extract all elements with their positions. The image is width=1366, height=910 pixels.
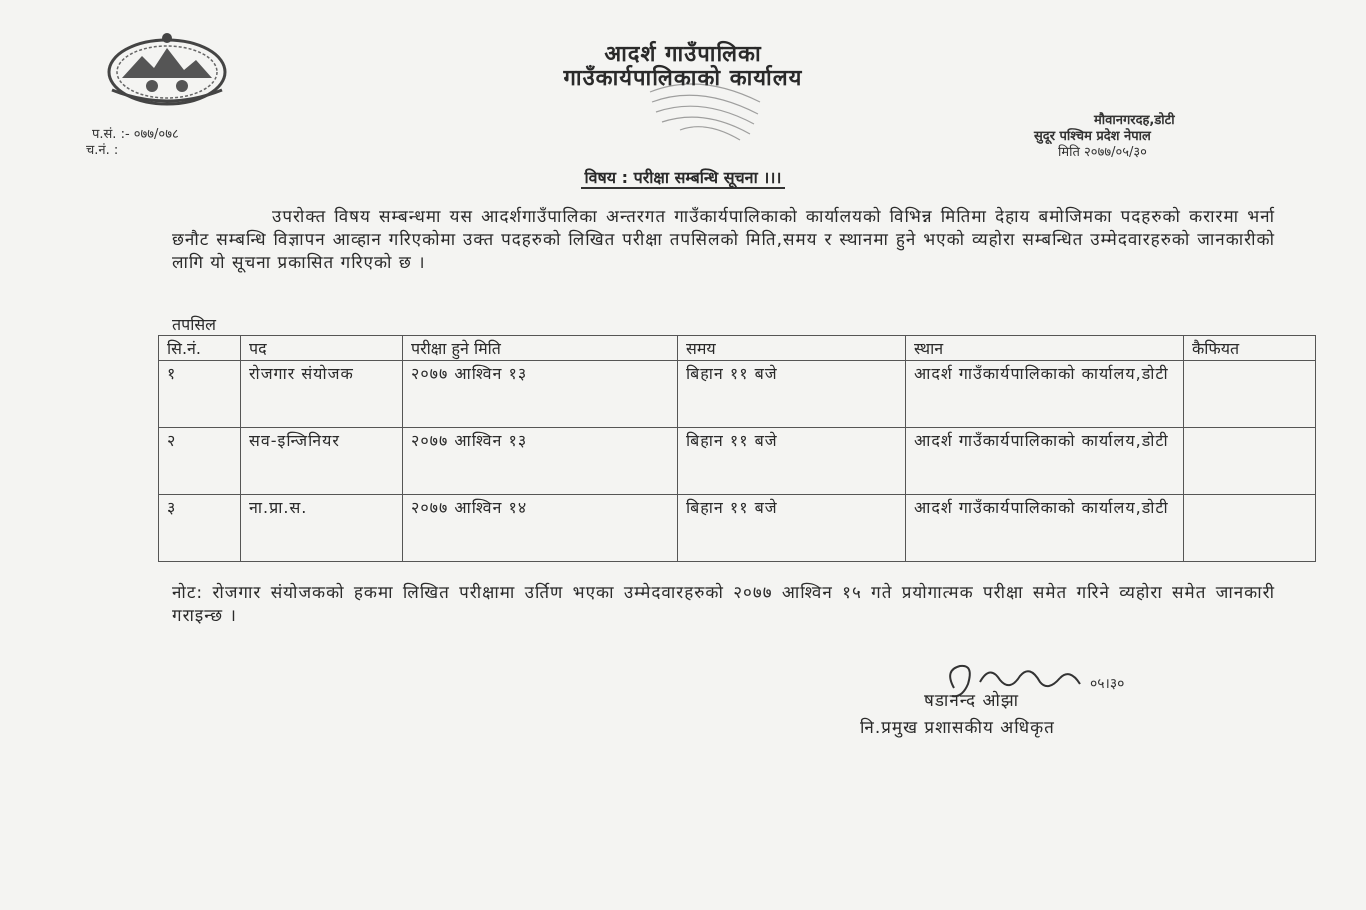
cell-exam-date: २०७७ आश्विन १३ [403,428,678,495]
cell-post: रोजगार संयोजक [241,361,403,428]
address-line-2: सुदूर पश्चिम प्रदेश नेपाल [1034,129,1151,144]
notice-body [172,206,1275,275]
address-line-1: मौवानगरदह,डोटी [1094,113,1175,128]
organization-name: आदर्श गाउँपालिका [604,42,762,67]
dispatch-number: च.नं. : [86,143,119,158]
notice-paragraph: उपरोक्त विषय सम्बन्धमा यस आदर्शगाउँपालिका अन्तरगत गाउँकार्यपालिकाको कार्यालयको विभिन्न मितिमा देहाय बमोजिमका पदहरुको करारमा भर्ना छनौट सम्बन्धि विज्ञापन आव्हान गरिएकोमा उक्त पदहरुको लिखित परीक्षा तपसिलको मिति,समय र स्थानमा हुने भएको व्यहोरा सम्बन्धित उम्मेदवारहरुको जानकारीको लागि यो सूचना प्रकासित गरिएको छ । [172,207,1275,273]
cell-post: सव-इन्जिनियर [241,428,403,495]
table-row [159,495,1316,562]
cell-remarks [1184,361,1316,428]
col-header-remarks: कैफियत [1184,336,1316,361]
cell-time: बिहान ११ बजे [678,361,906,428]
table-row [159,361,1316,428]
cell-serial: १ [159,361,241,428]
cell-venue: आदर्श गाउँकार्यपालिकाको कार्यालय,डोटी [906,428,1184,495]
reference-number: प.सं. :- ०७७/०७८ [92,127,179,142]
cell-remarks [1184,428,1316,495]
col-header-time: समय [678,336,906,361]
col-header-exam-date: परीक्षा हुने मिति [403,336,678,361]
cell-remarks [1184,495,1316,562]
table-header-row [159,336,1316,361]
cell-serial: २ [159,428,241,495]
cell-post: ना.प्रा.स. [241,495,403,562]
exam-schedule-table [158,335,1316,562]
col-header-venue: स्थान [906,336,1184,361]
cell-serial: ३ [159,495,241,562]
signatory-title: नि.प्रमुख प्रशासकीय अधिकृत [860,718,1055,738]
office-name: गाउँकार्यपालिकाको कार्यालय [563,66,803,91]
table-row [159,428,1316,495]
cell-venue: आदर्श गाउँकार्यपालिकाको कार्यालय,डोटी [906,495,1184,562]
signatory-name: षडानन्द ओझा [924,691,1020,711]
cell-venue: आदर्श गाउँकार्यपालिकाको कार्यालय,डोटी [906,361,1184,428]
notice-note: नोट: रोजगार संयोजकको हकमा लिखित परीक्षामा उर्तिण भएका उम्मेदवारहरुको २०७७ आश्विन १५ गते प्रयोगात्मक परीक्षा समेत गरिने व्यहोरा समेत जानकारी गराइन्छ । [172,583,1275,626]
cell-exam-date: २०७७ आश्विन १४ [403,495,678,562]
cell-exam-date: २०७७ आश्विन १३ [403,361,678,428]
document-date: मिति २०७७/०५/३० [1058,145,1147,160]
signatory-block [860,660,1260,738]
cell-time: बिहान ११ बजे [678,495,906,562]
col-header-post: पद [241,336,403,361]
cell-time: बिहान ११ बजे [678,428,906,495]
subject-text: विषय : परीक्षा सम्बन्धि सूचना ।।। [581,168,786,189]
col-header-serial: सि.नं. [159,336,241,361]
schedule-label: तपसिल [172,315,217,334]
subject-line [0,166,1366,188]
signature-date: ०५।३० [1090,676,1125,692]
